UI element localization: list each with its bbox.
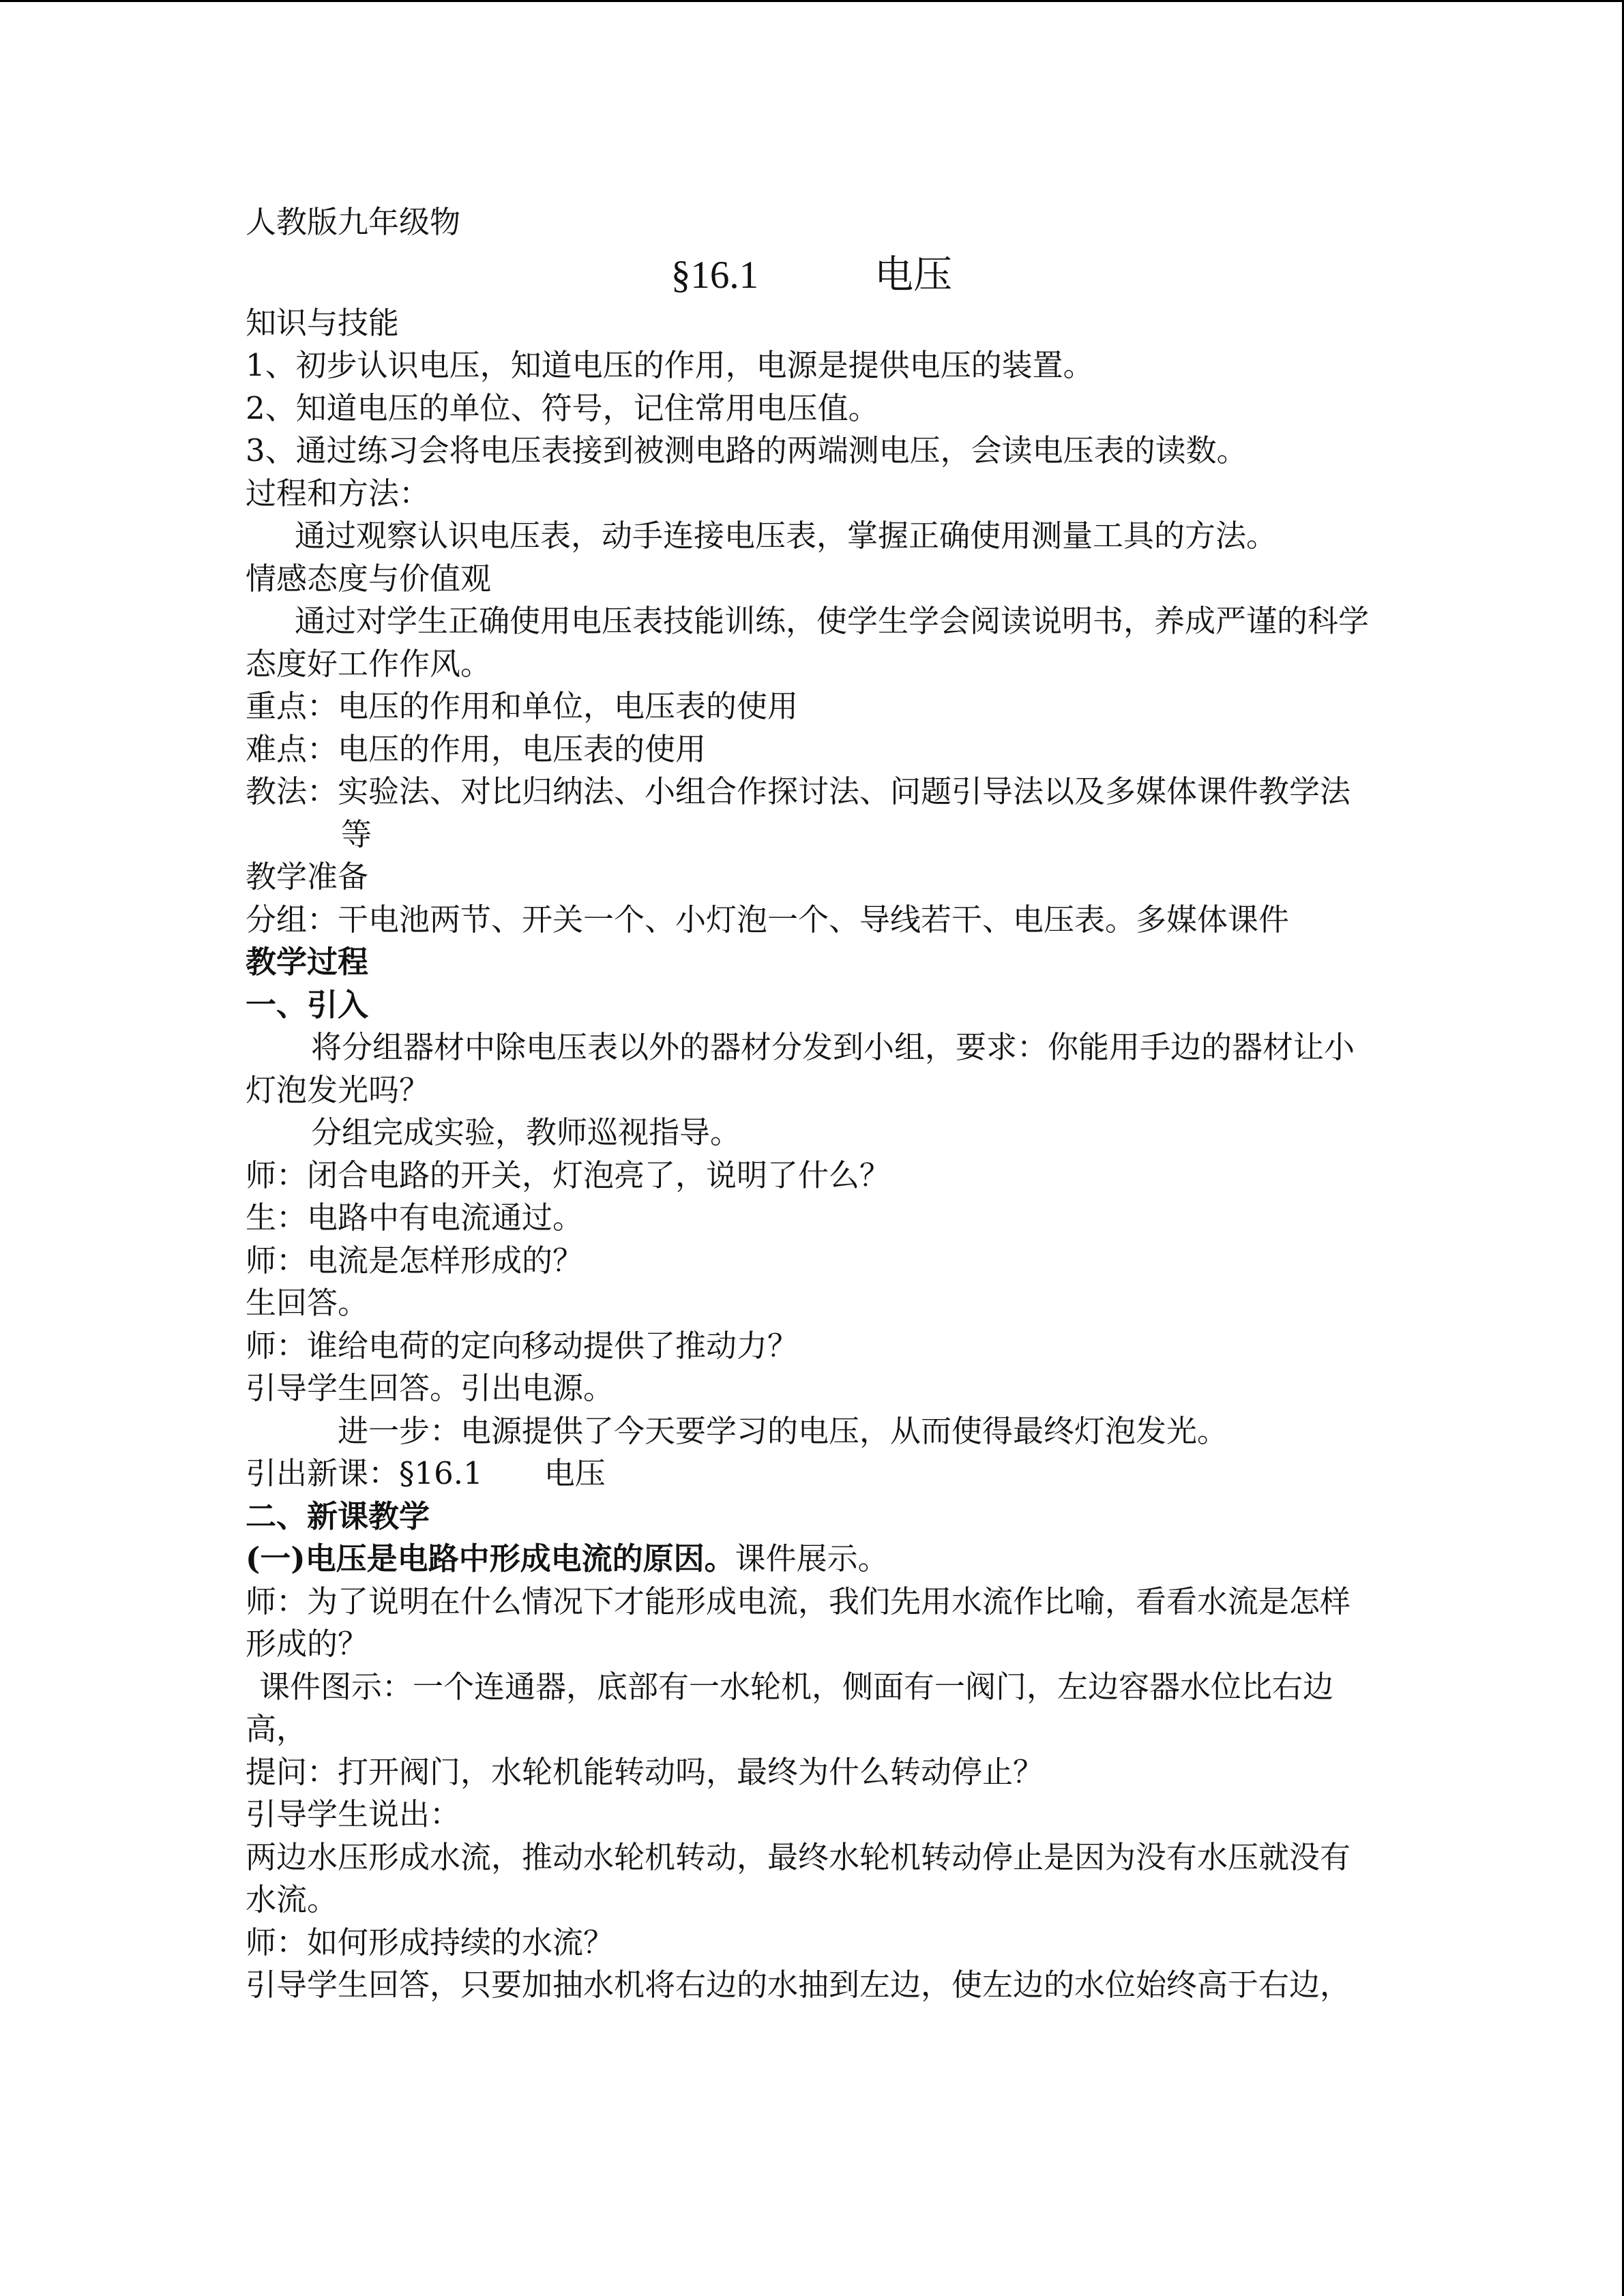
- knowledge-item: 3、通过练习会将电压表接到被测电路的两端测电压，会读电压表的读数。: [246, 432, 1247, 468]
- emotion-text: 通过对学生正确使用电压表技能训练，使学生学会阅读说明书，养成严谨的科学态度好工作作风。: [246, 603, 1370, 682]
- page-title: [246, 244, 1378, 306]
- intro-paragraph: 将分组器材中除电压表以外的器材分发到小组，要求：你能用手边的器材让小灯泡发光吗？: [246, 1029, 1355, 1108]
- teaching-method: 教法：实验法、对比归纳法、小组合作探讨法、问题引导法以及多媒体课件教学法等: [246, 773, 1351, 852]
- doc-header: 人教版九年级物: [246, 204, 461, 240]
- teacher-question: 师：如何形成持续的水流？: [246, 1924, 615, 1960]
- dialog-line: 师：闭合电路的开关，灯泡亮了，说明了什么？: [246, 1157, 891, 1193]
- intro-paragraph-2: 分组完成实验，教师巡视指导。: [311, 1114, 741, 1150]
- dialog-line: 师：电流是怎样形成的？: [246, 1242, 584, 1279]
- knowledge-item: 2、知道电压的单位、符号，记住常用电压值。: [246, 389, 879, 426]
- teacher-analogy: 师：为了说明在什么情况下才能形成电流，我们先用水流作比喻，看看水流是怎样形成的？: [246, 1583, 1351, 1662]
- knowledge-item: 1、初步认识电压，知道电压的作用，电源是提供电压的装置。: [246, 347, 1094, 383]
- subsection-1-note: 课件展示。: [735, 1540, 889, 1577]
- document-body: [246, 201, 1378, 2007]
- prep-heading: 教学准备: [246, 859, 369, 895]
- emotion-heading: 情感态度与价值观: [246, 560, 492, 597]
- prep-text: 分组：干电池两节、开关一个、小灯泡一个、导线若干、电压表。多媒体课件: [246, 901, 1290, 938]
- student-answer-guide: 引导学生回答，只要加抽水机将右边的水抽到左边，使左边的水位始终高于右边，: [246, 1967, 1351, 2003]
- key-point: 重点：电压的作用和单位，电压表的使用: [246, 688, 799, 724]
- new-lesson-intro: 引出新课：§16.1 电压: [246, 1455, 606, 1491]
- title-name: 电压: [874, 252, 953, 297]
- difficulty: 难点：电压的作用，电压表的使用: [246, 730, 707, 767]
- dialog-line: 引导学生回答。引出电源。: [246, 1370, 615, 1406]
- new-lesson-heading: 二、新课教学: [246, 1497, 430, 1534]
- question: 提问：打开阀门，水轮机能转动吗，最终为什么转动停止？: [246, 1753, 1044, 1790]
- subsection-1-title: (一)电压是电路中形成电流的原因。: [246, 1540, 735, 1577]
- knowledge-heading: 知识与技能: [246, 304, 400, 341]
- dialog-line: 师：谁给电荷的定向移动提供了推动力？: [246, 1327, 799, 1364]
- process-text: 通过观察认识电压表，动手连接电压表，掌握正确使用测量工具的方法。: [295, 518, 1278, 554]
- dialog-line: 生回答。: [246, 1285, 369, 1321]
- subsection-1: [246, 1538, 1378, 1581]
- guide-students: 引导学生说出：: [246, 1796, 461, 1832]
- title-section-number: §16.1: [670, 253, 759, 297]
- process-heading: 过程和方法：: [246, 475, 430, 511]
- dialog-line: 生：电路中有电流通过。: [246, 1199, 584, 1236]
- intro-heading: 一、引入: [246, 986, 369, 1023]
- courseware-figure-desc: 课件图示：一个连通器，底部有一水轮机，侧面有一阀门，左边容器水位比右边高，: [246, 1668, 1334, 1747]
- water-flow-explanation: 两边水压形成水流，推动水轮机转动，最终水轮机转动停止是因为没有水压就没有水流。: [246, 1838, 1351, 1918]
- next-step: 进一步：电源提供了今天要学习的电压，从而使得最终灯泡发光。: [338, 1412, 1228, 1449]
- process-section-heading: 教学过程: [246, 944, 369, 980]
